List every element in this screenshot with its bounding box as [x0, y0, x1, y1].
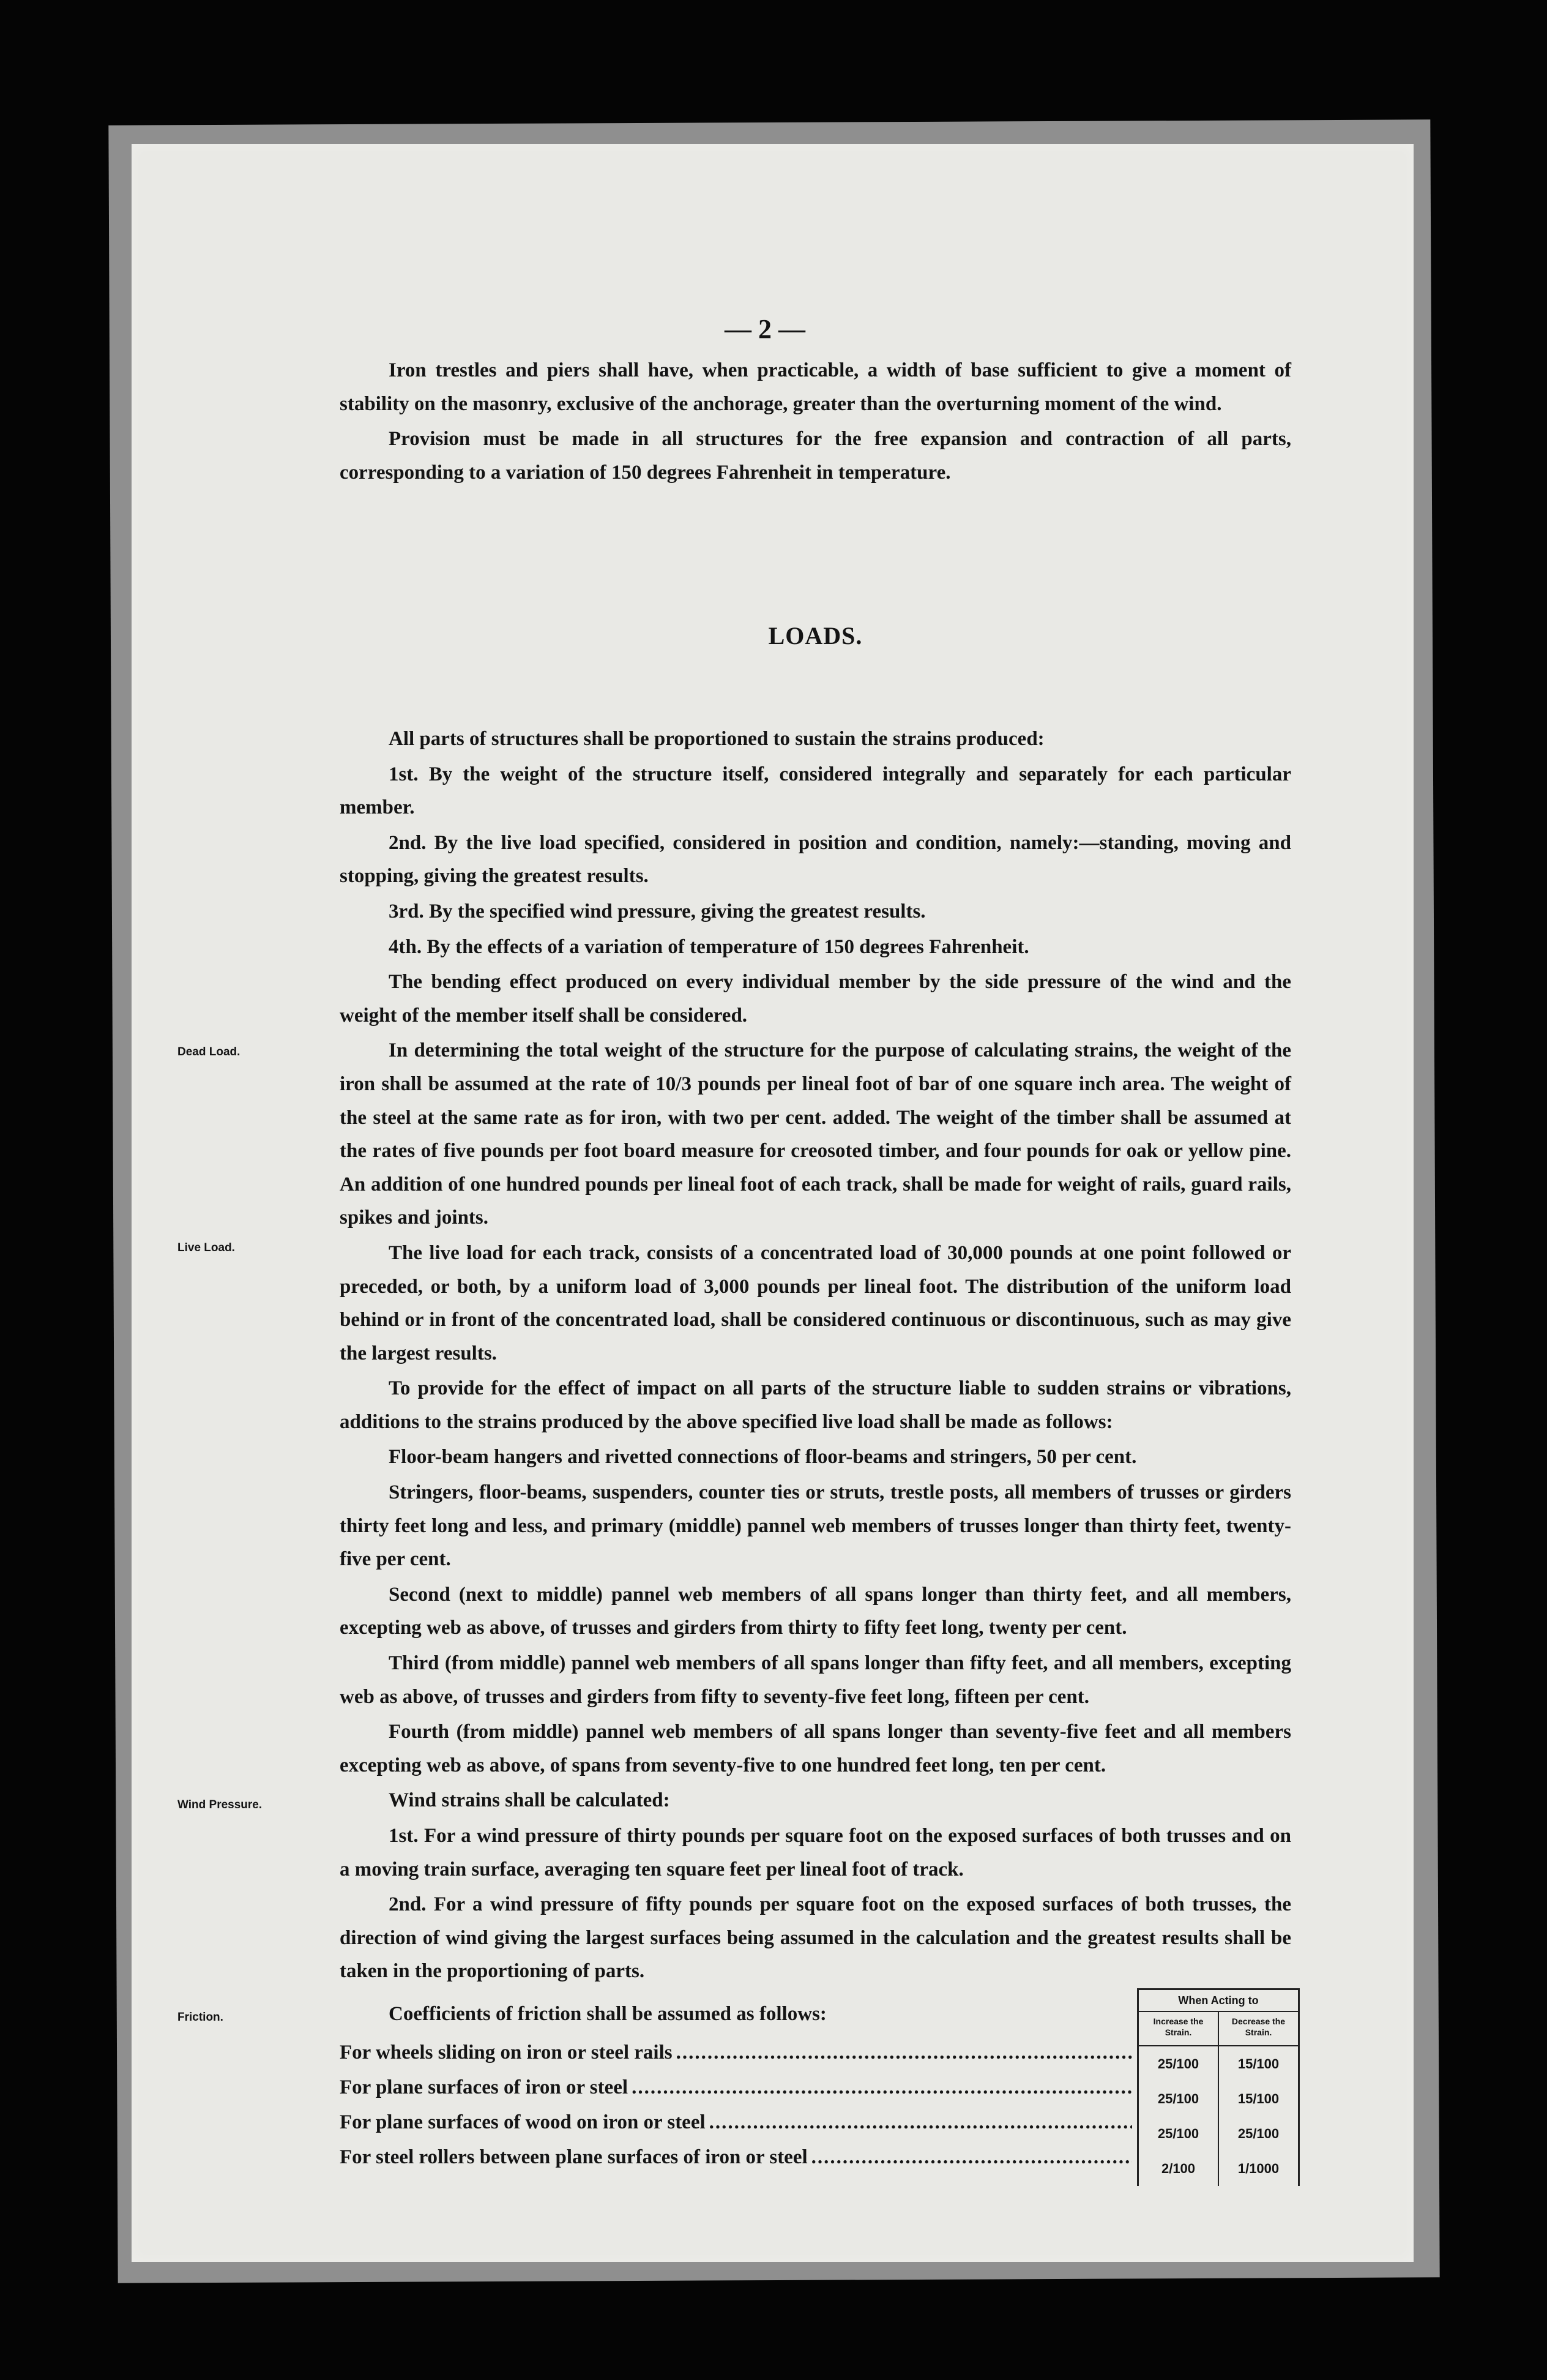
table-row	[1139, 2116, 1298, 2151]
intro-section	[340, 354, 1291, 491]
decrease-value: 25/100	[1218, 2116, 1298, 2151]
friction-list	[340, 2035, 1132, 2175]
table-row	[1139, 2151, 1298, 2186]
friction-intro: Coefficients of friction shall be assumed as follows:	[389, 2003, 827, 2025]
increase-value: 25/100	[1157, 2091, 1199, 2106]
paragraph: Fourth (from middle) pannel web members of all spans longer than seventy-five feet and all members excepting web as above, of spans from seventy-five to one hundred feet long, ten per cent.	[340, 1721, 1291, 1776]
paragraph: 3rd. By the specified wind pressure, giving the greatest results.	[389, 900, 926, 922]
paragraph: 4th. By the effects of a variation of temperature of 150 degrees Fahrenheit.	[389, 935, 1029, 958]
paragraph: Stringers, floor-beams, suspenders, counter ties or struts, trestle posts, all members of trusses or girders thirty feet long and less, and primary (middle) pannel web members of trusses longer than thirty feet, twenty-five per cent.	[340, 1481, 1291, 1571]
dot-leader	[811, 2140, 1132, 2175]
margin-note-live-load: Live Load.	[177, 1241, 235, 1254]
column-header-decrease: Decrease the Strain.	[1218, 2012, 1298, 2045]
friction-row	[340, 2070, 1132, 2105]
friction-row-label: For plane surfaces of iron or steel	[340, 2076, 628, 2098]
friction-row	[340, 2035, 1132, 2070]
paragraph: 2nd. By the live load specified, considered in position and condition, namely:—standing, moving and stopping, giving the greatest results.	[340, 831, 1291, 888]
increase-value: 25/100	[1157, 2126, 1199, 2141]
friction-coefficient-table	[1137, 1988, 1300, 2186]
margin-note-dead-load: Dead Load.	[177, 1046, 240, 1058]
friction-row	[340, 2105, 1132, 2140]
paragraph: Floor-beam hangers and rivetted connections of floor-beams and stringers, 50 per cent.	[389, 1446, 1137, 1469]
table-row	[1139, 2046, 1298, 2081]
section-heading: LOADS.	[768, 622, 863, 649]
paragraph: 1st. By the weight of the structure itself, considered integrally and separately for each particular member.	[340, 763, 1291, 819]
paragraph: Wind strains shall be calculated:	[389, 1789, 670, 1812]
decrease-value: 15/100	[1218, 2046, 1298, 2081]
page-number: — 2 —	[725, 314, 805, 344]
friction-row-label: For steel rollers between plane surfaces of iron or steel	[340, 2146, 808, 2168]
paragraph: Iron trestles and piers shall have, when practicable, a width of base sufficient to give a moment of stability on the masonry, exclusive of the anchorage, greater than the overturning moment of the wind.	[340, 359, 1291, 415]
friction-row-label: For plane surfaces of wood on iron or steel	[340, 2111, 706, 2133]
friction-row	[340, 2140, 1132, 2175]
table-header: When Acting to	[1139, 1990, 1298, 2012]
margin-note-wind-pressure: Wind Pressure.	[177, 1798, 263, 1811]
margin-note-friction: Friction.	[177, 2011, 223, 2024]
paragraph: Third (from middle) pannel web members of all spans longer than fifty feet, and all members, excepting web as above, of trusses and girders from fifty to seventy-five feet long, fifteen per cent.	[340, 1652, 1291, 1708]
paragraph: All parts of structures shall be proportioned to sustain the strains produced:	[389, 728, 1045, 750]
dot-leader	[709, 2105, 1132, 2140]
paragraph: The bending effect produced on every individual member by the side pressure of the wind and the weight of the member itself shall be considered.	[340, 971, 1291, 1027]
decrease-value: 15/100	[1218, 2081, 1298, 2116]
paragraph: 2nd. For a wind pressure of fifty pounds per square foot on the exposed surfaces of both trusses, the direction of wind giving the largest surfaces being assumed in the calculation and the greatest results shall be taken in the proportioning of parts.	[340, 1893, 1291, 1983]
paragraph: In determining the total weight of the structure for the purpose of calculating strains, the weight of the iron shall be assumed at the rate of 10/3 pounds per lineal foot of bar of one square inch area. The weight of the steel at the same rate as for iron, with two per cent. added. The weight of the timber shall be assumed at the rates of five pounds per foot board measure for creosoted timber, and four pounds for oak or yellow pine. An addition of one hundred pounds per lineal foot of each track, shall be made for weight of rails, guard rails, spikes and joints.	[340, 1039, 1291, 1229]
friction-row-label: For wheels sliding on iron or steel rails	[340, 2041, 673, 2064]
paragraph: 1st. For a wind pressure of thirty pounds per square foot on the exposed surfaces of both trusses and on a moving train surface, averaging ten square feet per lineal foot of track.	[340, 1825, 1291, 1880]
table-row	[1139, 2081, 1298, 2116]
column-header-increase: Increase the Strain.	[1153, 2016, 1204, 2037]
increase-value: 25/100	[1157, 2056, 1199, 2071]
dot-leader	[632, 2070, 1132, 2105]
paragraph: To provide for the effect of impact on all parts of the structure liable to sudden strains or vibrations, additions to the strains produced by the above specified live load shall be made as follows:	[340, 1377, 1291, 1433]
loads-section	[340, 722, 1291, 1990]
paragraph: The live load for each track, consists of a concentrated load of 30,000 pounds at one point followed or preceded, or both, by a uniform load of 3,000 pounds per lineal foot. The distribution of the uniform load behind or in front of the concentrated load, shall be considered continuous or discontinuous, such as may give the largest results.	[340, 1241, 1291, 1364]
decrease-value: 1/1000	[1218, 2151, 1298, 2186]
paragraph: Provision must be made in all structures for the free expansion and contraction of all parts, corresponding to a variation of 150 degrees Fahrenheit in temperature.	[340, 428, 1291, 484]
increase-value: 2/100	[1161, 2161, 1196, 2176]
dot-leader	[676, 2035, 1132, 2070]
paragraph: Second (next to middle) pannel web members of all spans longer than thirty feet, and all members, excepting web as above, of trusses and girders from thirty to fifty feet long, twenty per cent.	[340, 1583, 1291, 1639]
